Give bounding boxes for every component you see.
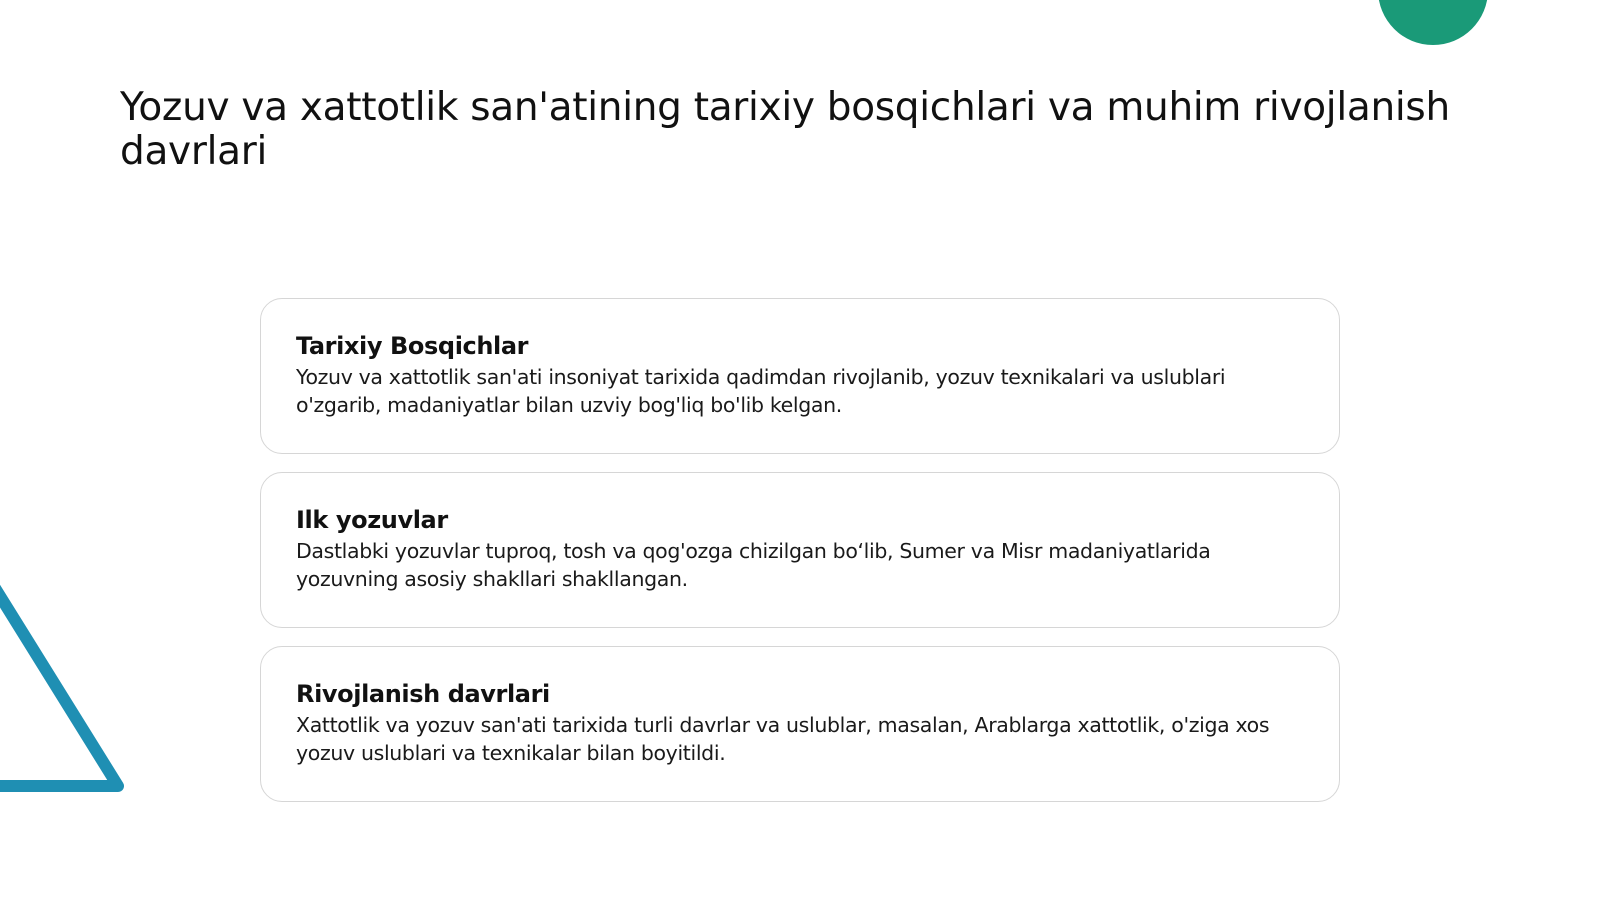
card-text: Yozuv va xattotlik san'ati insoniyat tarixida qadimdan rivojlanib, yozuv texnikalari va uslublari o'zgarib, madaniyatlar bilan uzviy bog'liq bo'lib kelgan. [296, 365, 1226, 417]
card-text: Dastlabki yozuvlar tuproq, tosh va qog'ozga chizilgan bo‘lib, Sumer va Misr madaniyatlarida yozuvning asosiy shakllari shakllangan. [296, 539, 1211, 591]
card-heading: Rivojlanish davrlari [296, 680, 550, 708]
card-heading: Tarixiy Bosqichlar [296, 332, 529, 360]
card-list [260, 298, 1340, 820]
card-rivojlanish-davrlari [260, 646, 1340, 802]
card-tarixiy-bosqichlar [260, 298, 1340, 454]
card-text: Xattotlik va yozuv san'ati tarixida turli davrlar va uslublar, masalan, Arablarga xattotlik, o'ziga xos yozuv uslublari va texnikalar bilan boyitildi. [296, 713, 1270, 765]
decorative-circle [1378, 0, 1488, 45]
decorative-triangle-outline [0, 560, 140, 820]
slide-title: Yozuv va xattotlik san'atining tarixiy bosqichlari va muhim rivojlanish davrlari [120, 85, 1450, 174]
card-heading: Ilk yozuvlar [296, 506, 448, 534]
card-ilk-yozuvlar [260, 472, 1340, 628]
